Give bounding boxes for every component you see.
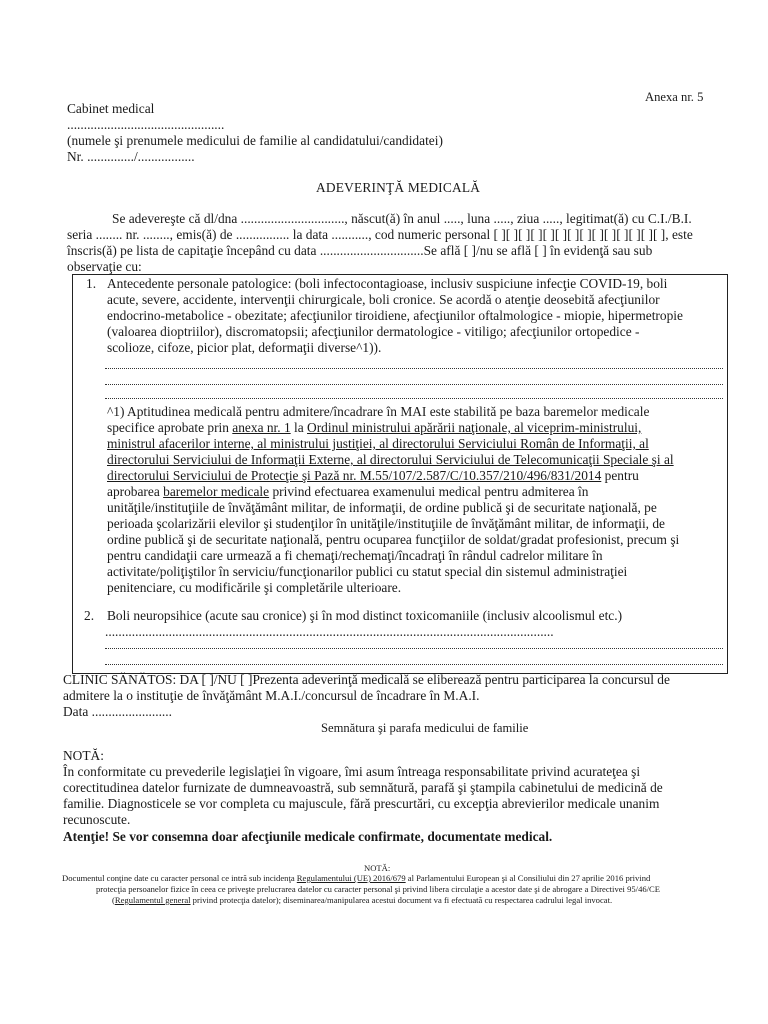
section-2-dots: ...................................................................................................................................... (105, 624, 554, 639)
footnote-line: unităţile/instituţiile de învăţământ militar, de informaţii, de ordine publică şi de securitate naţională, pe (107, 500, 657, 515)
section-1-number: 1. (86, 276, 97, 291)
footnote-line-5 (107, 468, 639, 484)
intro-line-2: seria ........ nr. ........, emis(ă) de ................ la data ..........., cod numeric personal [ ][ ][ ][ ][ ][ ][ ][ ][ ][ ][ ][ ][ ][ ], este (67, 227, 693, 242)
footnote-line: pentru candidaţii care urmează a fi chemaţi/rechemaţi/încadraţi în rândul cadrelor militare în (107, 548, 603, 563)
footer-line-2: protecţia persoanelor fizice în ceea ce priveşte prelucrarea datelor cu caracter personal şi privind libera circulaţie a acestor date şi de abrogare a Directivei 95/46/CE (96, 884, 661, 894)
date-line: Data ........................ (63, 704, 172, 719)
doctor-caption: (numele şi prenumele medicului de familie al candidatului/candidatei) (67, 133, 443, 148)
order-link[interactable]: Ordinul ministrului apărării naţionale, al viceprim-ministrului, (307, 420, 642, 435)
footnote-text: aprobarea (107, 484, 164, 499)
annex-label: Anexa nr. 5 (645, 90, 704, 104)
note-line: familie. Diagnosticele se vor completa cu majuscule, fără prescurtări, cu excepţia abrevierilor medicale unanim (63, 796, 660, 811)
footnote-text: privind efectuarea examenului medical pentru admiterea în (269, 484, 589, 499)
order-link-line-5[interactable]: directorului Serviciului de Protecţie şi Pază nr. M.55/107/2.587/C/10.357/210/496/831/2014 (107, 468, 602, 483)
section-1-dotted-line (105, 384, 723, 385)
section-1-line: scolioze, cifoze, picior plat, deformaţii diverse^1)). (107, 340, 382, 355)
gdpr-link[interactable]: Regulamentului (UE) 2016/679 (296, 873, 406, 883)
footnote-line: activitate/poliţiştilor în serviciu/funcţionarilor publici cu statut special din sistemul administraţiei (107, 564, 628, 579)
section-1-dotted-line (105, 368, 723, 369)
footnote-line: penitenciare, cu modificările şi completările ulterioare. (107, 580, 402, 595)
general-regulation-link[interactable]: Regulamentul general (114, 895, 191, 905)
barems-link[interactable]: baremelor medicale (163, 484, 270, 499)
section-2-number: 2. (84, 608, 95, 623)
footer-line-1 (62, 873, 650, 884)
footer-text: ( (112, 895, 115, 905)
footnote-line-6 (107, 484, 588, 500)
order-link-line-4[interactable]: directorului Serviciului de Informaţii Externe, al directorului Serviciului de Telecomunicaţii Speciale şi al (107, 452, 674, 467)
clinic-status-line: CLINIC SĂNĂTOS: DA [ ]/NU [ ]Prezenta adeverinţă medicală se eliberează pentru participarea la concursul de (63, 672, 670, 687)
footnote-line-2 (107, 420, 641, 436)
section-2-dotted-line (105, 664, 723, 665)
footer-line-3 (112, 895, 612, 906)
order-link-line-3[interactable]: ministrul afacerilor interne, al ministrului justiţiei, al directorului Serviciului Român de Informaţii, al (107, 436, 649, 451)
signature-label: Semnătura şi parafa medicului de familie (321, 721, 529, 735)
intro-line-4: observaţie cu: (67, 259, 142, 274)
footnote-text: pentru (601, 468, 639, 483)
intro-line-1: Se adevereşte că dl/dna ..............................., născut(ă) în anul ....., luna ....., ziua ....., legitimat(ă) cu C.I./B.I. (112, 211, 692, 226)
note-line: În conformitate cu prevederile legislaţiei în vigoare, îmi asum întreaga responsabilitate privind acurateţea şi (63, 764, 641, 779)
footer-text: al Parlamentului European şi al Consiliului din 27 aprilie 2016 privind (405, 873, 651, 883)
annex-1-link[interactable]: anexa nr. 1 (232, 420, 291, 435)
section-1-line: acute, severe, accidente, intervenţii chirurgicale, boli cronice. Se acordă o atenţie deosebită afecţiunilor (107, 292, 660, 307)
cabinet-dots: ............................................... (67, 117, 225, 132)
footer-text: privind protecţia datelor); diseminarea/manipularea acestui document va fi efectuată cu respectarea cadrului legal invocat. (190, 895, 613, 905)
footnote-line: ordine publică şi de securitate naţională, pentru ocuparea funcţiilor de soldat/gradat profesionist, precum şi (107, 532, 680, 547)
section-1-line: endocrino-metabolice - obezitate; afecţiunilor tiroidiene, afecţiunilor oftalmologice - miopie, hipermetropie (107, 308, 683, 323)
footnote-text: la (290, 420, 308, 435)
section-1-line: Antecedente personale patologice: (boli infectocontagioase, inclusiv suspiciune infecţie COVID-19, boli (107, 276, 668, 291)
note-line: corectitudinea datelor furnizate de dumneavoastră, sub semnătură, parafă şi ştampila cabinetului de medicină de (63, 780, 663, 795)
section-1-line: (valoarea dioptriilor), discromatopsii; afecţiunilor dermatologice - vitiligo; afecţiunilor ortopedice - (107, 324, 640, 339)
intro-line-3: înscris(ă) pe lista de capitaţie începând cu data ...............................Se află [ ]/nu se află [ ] în evidenţă sau sub (67, 243, 653, 258)
note-heading: NOTĂ: (63, 748, 104, 763)
section-1-dotted-line (105, 398, 723, 399)
section-2-text: Boli neuropsihice (acute sau cronice) şi în mod distinct toxicomaniile (inclusiv alcoolismul etc.) (107, 608, 623, 623)
footnote-line: perioada şcolarizării elevilor şi studenţilor în unităţile/instituţiile de învăţământ militar, de informaţii, de (107, 516, 665, 531)
footnote-text: specifice aprobate prin (107, 420, 233, 435)
footnote-line-1: ^1) Aptitudinea medicală pentru admitere/încadrare în MAI este stabilită pe baza baremelor medicale (107, 404, 650, 419)
registration-number: Nr. ............../................. (67, 149, 195, 164)
cabinet-label: Cabinet medical (67, 101, 155, 116)
footer-text: Documentul conţine date cu caracter personal ce intră sub incidenţa (62, 873, 297, 883)
footer-heading: NOTĂ: (364, 863, 391, 873)
document-title: ADEVERINŢĂ MEDICALĂ (316, 180, 481, 195)
section-2-dotted-line (105, 648, 723, 649)
warning-text: Atenţie! Se vor consemna doar afecţiunile medicale confirmate, documentate medical. (63, 829, 553, 844)
clinic-purpose-line: admitere la o instituţie de învăţământ M.A.I./concursul de încadrare în M.A.I. (63, 688, 480, 703)
note-line: recunoscute. (63, 812, 131, 827)
